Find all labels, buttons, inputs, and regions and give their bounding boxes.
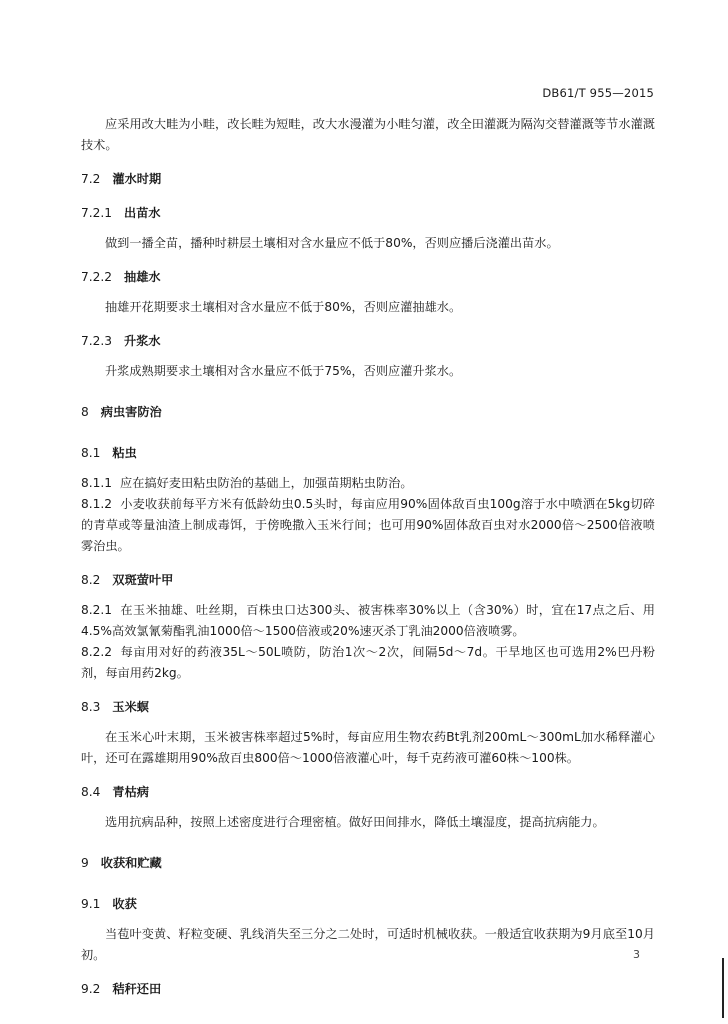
section-title: 升浆水 — [124, 334, 161, 348]
heading-9 — [81, 853, 655, 874]
heading-8-2 — [81, 570, 655, 591]
heading-8 — [81, 402, 655, 423]
standard-code: DB61/T 955—2015 — [542, 86, 654, 100]
heading-8-4 — [81, 782, 655, 803]
paragraph-7-1-continued: 应采用改大畦为小畦，改长畦为短畦，改大水漫灌为小畦匀灌，改全田灌溉为隔沟交替灌溉等节水灌溉技术。 — [81, 117, 655, 152]
section-title: 收获和贮藏 — [100, 856, 162, 870]
clause-8-1-2 — [81, 494, 655, 557]
clause-text: 应在搞好麦田粘虫防治的基础上，加强苗期粘虫防治。 — [120, 476, 413, 490]
section-number: 9 — [81, 856, 89, 870]
section-title: 粘虫 — [112, 446, 137, 460]
section-title: 秸秆还田 — [112, 982, 162, 996]
section-number: 8.4 — [81, 785, 101, 799]
section-title: 出苗水 — [124, 206, 161, 220]
clause-number: 8.2.2 — [81, 645, 113, 659]
clause-8-1-1 — [81, 473, 655, 494]
section-title: 双斑萤叶甲 — [112, 573, 174, 587]
clause-text: 小麦收获前每平方米有低龄幼虫0.5头时，每亩应用90%固体敌百虫100g溶于水中喷洒在5kg切碎的青草或等量油渣上制成毒饵，于傍晚撒入玉米行间；也可用90%固体敌百虫对水2000倍～2500倍液喷雾治虫。 — [81, 497, 655, 553]
clause-number: 8.2.1 — [81, 603, 113, 617]
section-title: 抽雄水 — [124, 270, 161, 284]
section-title: 病虫害防治 — [100, 405, 162, 419]
paragraph-7-2-2: 抽雄开花期要求土壤相对含水量应不低于80%，否则应灌抽雄水。 — [105, 300, 462, 314]
section-number: 8.1 — [81, 446, 101, 460]
clause-number: 8.1.2 — [81, 497, 113, 511]
heading-8-3 — [81, 697, 655, 718]
clause-8-2-2 — [81, 642, 655, 684]
heading-7-2 — [81, 169, 655, 190]
heading-9-1 — [81, 894, 655, 915]
heading-9-2 — [81, 979, 655, 1000]
page-number: 3 — [633, 948, 640, 961]
section-title: 玉米螟 — [112, 700, 149, 714]
clause-number: 8.1.1 — [81, 476, 113, 490]
section-number: 7.2.1 — [81, 206, 113, 220]
section-number: 8.3 — [81, 700, 101, 714]
section-title: 收获 — [112, 897, 137, 911]
clause-text: 在玉米抽雄、吐丝期，百株虫口达300头、被害株率30%以上（含30%）时，宜在17点之后、用4.5%高效氯氰菊酯乳油1000倍～1500倍液或20%速灭杀丁乳油2000倍液喷雾。 — [81, 603, 655, 638]
paragraph-8-3: 在玉米心叶末期，玉米被害株率超过5%时，每亩应用生物农药Bt乳剂200mL～300mL加水稀释灌心叶，还可在露雄期用90%敌百虫800倍～1000倍液灌心叶，每千克药液可灌60株～100株。 — [81, 730, 655, 765]
heading-7-2-3 — [81, 331, 655, 352]
scan-edge-mark — [722, 958, 724, 1018]
section-number: 8.2 — [81, 573, 101, 587]
heading-7-2-1 — [81, 203, 655, 224]
section-title: 青枯病 — [112, 785, 149, 799]
clause-8-2-1 — [81, 600, 655, 642]
section-number: 7.2.3 — [81, 334, 113, 348]
paragraph-7-2-3: 升浆成熟期要求土壤相对含水量应不低于75%，否则应灌升浆水。 — [105, 364, 462, 378]
section-number: 7.2 — [81, 172, 101, 186]
paragraph-9-1: 当苞叶变黄、籽粒变硬、乳线消失至三分之二处时，可适时机械收获。一般适宜收获期为9月底至10月初。 — [81, 927, 655, 962]
document-body — [81, 114, 655, 1000]
section-number: 9.2 — [81, 982, 101, 996]
paragraph-8-4: 选用抗病品种，按照上述密度进行合理密植。做好田间排水，降低土壤湿度，提高抗病能力。 — [105, 815, 605, 829]
section-number: 8 — [81, 405, 89, 419]
section-title: 灌水时期 — [112, 172, 162, 186]
heading-8-1 — [81, 443, 655, 464]
paragraph-7-2-1: 做到一播全苗，播种时耕层土壤相对含水量应不低于80%，否则应播后浇灌出苗水。 — [105, 236, 559, 250]
section-number: 9.1 — [81, 897, 101, 911]
heading-7-2-2 — [81, 267, 655, 288]
section-number: 7.2.2 — [81, 270, 113, 284]
clause-text: 每亩用对好的药液35L～50L喷防，防治1次～2次，间隔5d～7d。干旱地区也可选用2%巴丹粉剂，每亩用药2kg。 — [81, 645, 655, 680]
